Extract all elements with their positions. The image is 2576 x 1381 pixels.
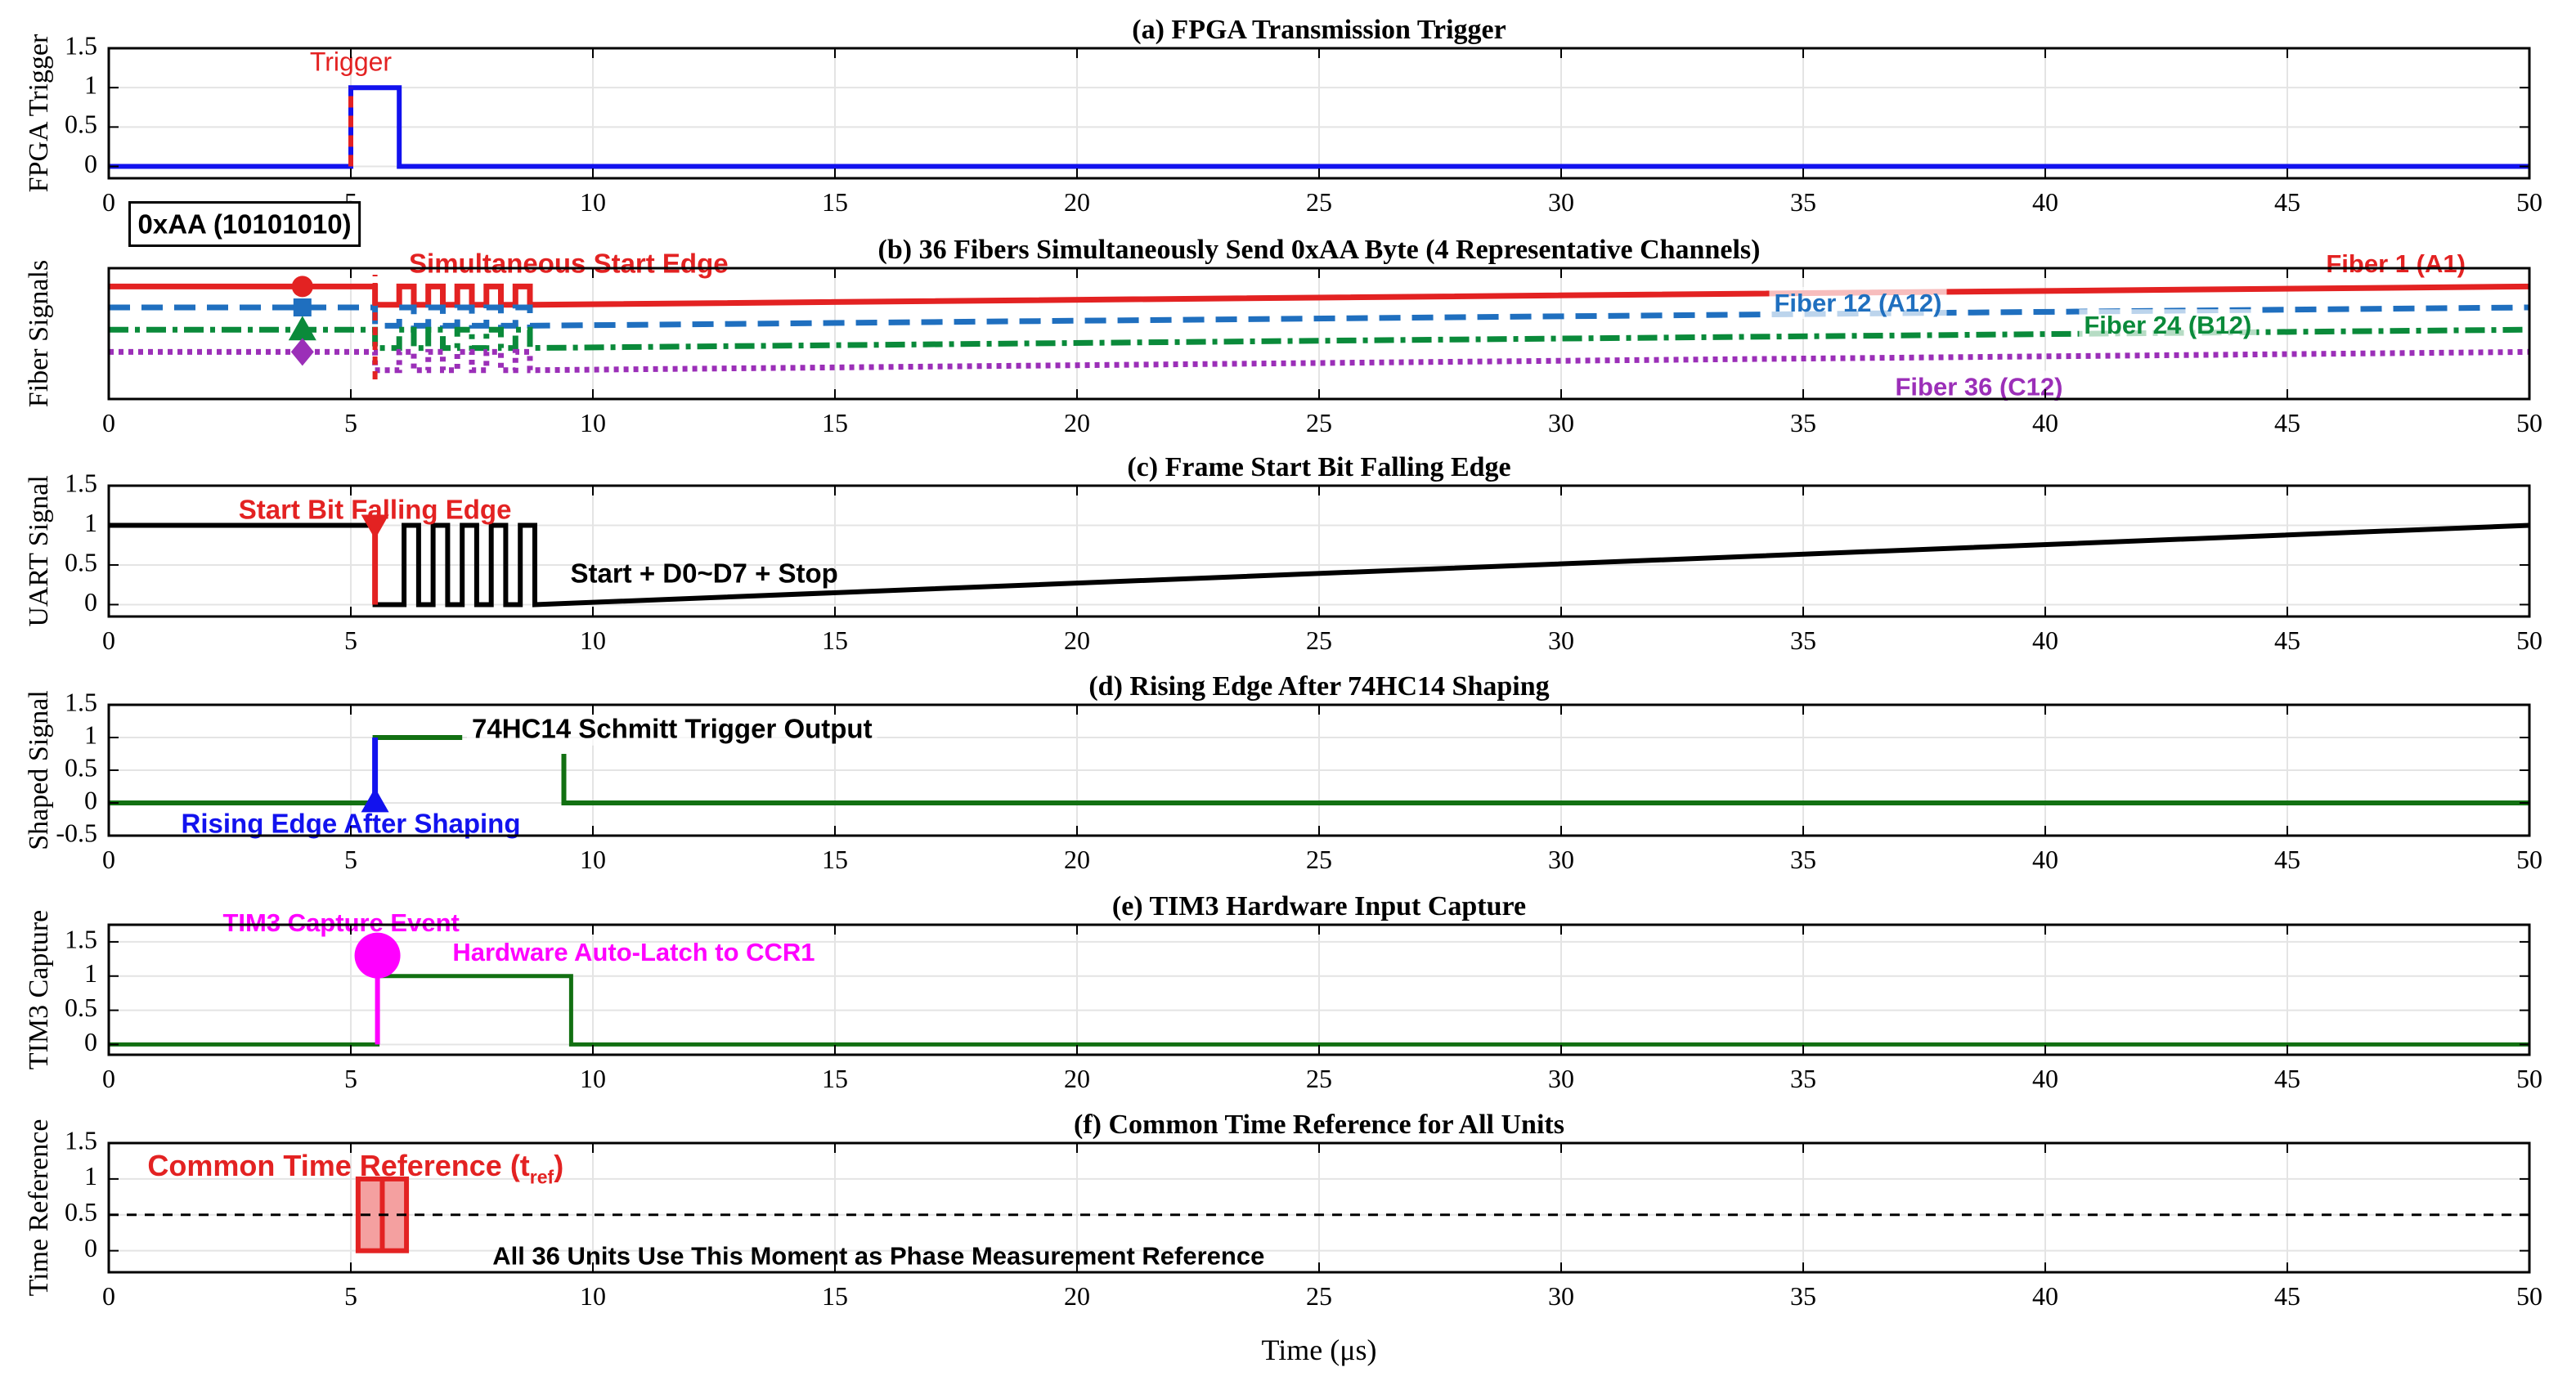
x-tick-label: 50: [2516, 1064, 2542, 1093]
x-tick-label: 40: [2032, 845, 2058, 874]
x-tick-label: 35: [1790, 625, 1816, 655]
y-tick-label: 1.5: [65, 924, 97, 954]
x-tick-label: 10: [580, 408, 606, 437]
x-tick-label: 0: [102, 845, 115, 874]
panel-f: [24, 1110, 2542, 1311]
y-axis-label: TIM3 Capture: [24, 909, 54, 1070]
x-tick-label: 20: [1064, 845, 1090, 874]
x-tick-label: 20: [1064, 1281, 1090, 1311]
x-tick-label: 15: [822, 625, 848, 655]
x-tick-label: 40: [2032, 625, 2058, 655]
square-marker: [294, 298, 312, 316]
y-tick-label: 0: [84, 1233, 97, 1263]
y-axis-label: Time Reference: [24, 1119, 54, 1297]
y-tick-label: 1: [84, 69, 97, 100]
y-axis-label: Shaped Signal: [24, 690, 54, 850]
x-tick-label: 10: [580, 187, 606, 217]
x-tick-label: 20: [1064, 625, 1090, 655]
x-tick-label: 15: [822, 1281, 848, 1311]
annotation-1: Start Bit Falling Edge: [238, 494, 512, 525]
x-tick-label: 0: [102, 1064, 115, 1093]
x-tick-label: 40: [2032, 408, 2058, 437]
y-axis-label: Fiber Signals: [24, 259, 54, 408]
x-tick-label: 10: [580, 845, 606, 874]
y-tick-label: 1: [84, 720, 97, 750]
annotation-1: Common Time Reference $(t_{ref})$: [147, 1149, 564, 1188]
panel-title: (b) 36 Fibers Simultaneously Send 0xAA Byte (4 Representative Channels): [877, 235, 1761, 265]
y-tick-label: 1: [84, 958, 97, 989]
x-tick-label: 30: [1548, 187, 1574, 217]
x-tick-label: 25: [1306, 1281, 1332, 1311]
x-tick-label: 45: [2274, 1281, 2300, 1311]
annotation-1: TIM3 Capture Event: [222, 908, 460, 938]
x-tick-label: 0: [102, 408, 115, 437]
x-tick-label: 35: [1790, 1064, 1816, 1093]
x-tick-label: 20: [1064, 187, 1090, 217]
panel-d: [24, 671, 2542, 874]
y-tick-label: 0: [84, 1026, 97, 1056]
x-tick-label: 45: [2274, 625, 2300, 655]
x-tick-label: 5: [344, 408, 357, 437]
x-tick-label: 35: [1790, 408, 1816, 437]
annotation-1: 74HC14 Schmitt Trigger Output: [472, 713, 873, 744]
x-tick-label: 45: [2274, 408, 2300, 437]
annotation-2: Start + D0~D7 + Stop: [570, 558, 838, 589]
x-tick-label: 50: [2516, 187, 2542, 217]
x-tick-label: 10: [580, 1281, 606, 1311]
x-tick-label: 30: [1548, 1064, 1574, 1093]
y-tick-label: 0.5: [65, 992, 97, 1022]
y-axis-label: FPGA Trigger: [24, 34, 54, 193]
x-tick-label: 10: [580, 1064, 606, 1093]
x-tick-label: 50: [2516, 1281, 2542, 1311]
x-tick-label: 50: [2516, 845, 2542, 874]
y-tick-label: 0.5: [65, 109, 97, 139]
x-tick-label: 30: [1548, 408, 1574, 437]
y-tick-label: 0.5: [65, 1197, 97, 1227]
x-tick-label: 0: [102, 187, 115, 217]
x-tick-label: 50: [2516, 408, 2542, 437]
x-tick-label: 10: [580, 625, 606, 655]
x-tick-label: 45: [2274, 187, 2300, 217]
annotation-1: Simultaneous Start Edge: [409, 248, 729, 279]
y-tick-label: 0: [84, 586, 97, 617]
y-tick-label: 0.5: [65, 752, 97, 782]
panel-c: [24, 452, 2542, 655]
y-tick-label: 1.5: [65, 30, 97, 61]
x-tick-label: 25: [1306, 408, 1332, 437]
annotation-1: Trigger: [309, 47, 393, 77]
y-tick-label: -0.5: [56, 818, 97, 848]
y-tick-label: 1: [84, 507, 97, 537]
x-tick-label: 30: [1548, 845, 1574, 874]
panel-e: [24, 891, 2542, 1093]
panel-title: (d) Rising Edge After 74HC14 Shaping: [1088, 671, 1550, 702]
x-tick-label: 20: [1064, 408, 1090, 437]
x-tick-label: 15: [822, 187, 848, 217]
annotation-4: Fiber 24 (B12): [2084, 311, 2252, 340]
x-tick-label: 5: [344, 1064, 357, 1093]
x-tick-label: 35: [1790, 845, 1816, 874]
x-tick-label: 35: [1790, 1281, 1816, 1311]
byte-value-label: 0xAA (10101010): [137, 208, 352, 240]
panel-b: [24, 203, 2542, 437]
y-tick-label: 1.5: [65, 687, 97, 717]
annotation-2: Hardware Auto-Latch to CCR1: [452, 938, 815, 967]
annotation-2: All 36 Units Use This Moment as Phase Measurement Reference: [492, 1241, 1265, 1271]
x-tick-label: 40: [2032, 187, 2058, 217]
y-tick-label: 1: [84, 1161, 97, 1191]
annotation-3: Fiber 12 (A12): [1774, 288, 1942, 317]
y-axis-label: UART Signal: [24, 475, 54, 627]
panel-title: (c) Frame Start Bit Falling Edge: [1127, 452, 1511, 482]
x-tick-label: 40: [2032, 1064, 2058, 1093]
panel-title: (e) TIM3 Hardware Input Capture: [1111, 891, 1527, 921]
x-tick-label: 25: [1306, 845, 1332, 874]
x-tick-label: 45: [2274, 1064, 2300, 1093]
x-axis-label: Time (μs): [1261, 1334, 1377, 1366]
x-tick-label: 25: [1306, 625, 1332, 655]
y-tick-label: 0.5: [65, 547, 97, 577]
y-tick-label: 0: [84, 785, 97, 815]
x-tick-label: 30: [1548, 1281, 1574, 1311]
annotation-5: Fiber 36 (C12): [1895, 372, 2063, 401]
annotation-2: Fiber 1 (A1): [2326, 249, 2466, 278]
x-tick-label: 5: [344, 845, 357, 874]
x-tick-label: 25: [1306, 187, 1332, 217]
circle-marker: [292, 276, 313, 297]
y-tick-label: 1.5: [65, 468, 97, 498]
panel-title: (f) Common Time Reference for All Units: [1074, 1110, 1564, 1140]
x-tick-label: 0: [102, 625, 115, 655]
x-tick-label: 15: [822, 1064, 848, 1093]
x-tick-label: 40: [2032, 1281, 2058, 1311]
x-tick-label: 15: [822, 408, 848, 437]
x-tick-label: 45: [2274, 845, 2300, 874]
panel-a: [24, 15, 2542, 217]
panel-title: (a) FPGA Transmission Trigger: [1132, 15, 1506, 45]
annotation-2: Rising Edge After Shaping: [181, 808, 521, 839]
x-tick-label: 50: [2516, 625, 2542, 655]
y-tick-label: 0: [84, 148, 97, 178]
x-tick-label: 30: [1548, 625, 1574, 655]
x-tick-label: 20: [1064, 1064, 1090, 1093]
x-tick-label: 5: [344, 1281, 357, 1311]
x-tick-label: 0: [102, 1281, 115, 1311]
x-tick-label: 35: [1790, 187, 1816, 217]
annotation-subscript: ref: [529, 1166, 554, 1188]
y-tick-label: 1.5: [65, 1125, 97, 1155]
capture-event-marker: [355, 933, 401, 979]
x-tick-label: 5: [344, 625, 357, 655]
x-tick-label: 15: [822, 845, 848, 874]
annotation-suffix: ): [554, 1149, 564, 1183]
x-tick-label: 25: [1306, 1064, 1332, 1093]
